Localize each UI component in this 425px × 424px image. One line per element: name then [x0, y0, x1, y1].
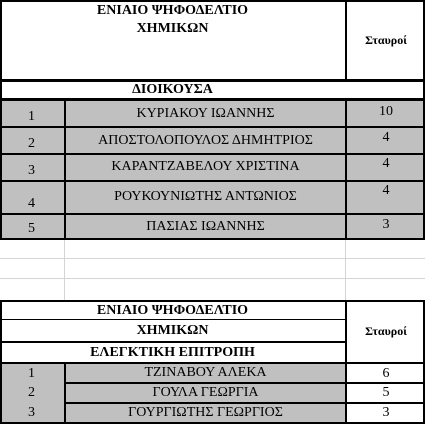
row-divider: [64, 382, 425, 384]
votes-column-header: Σταυροί: [365, 324, 407, 338]
vote-count: 10: [379, 104, 393, 119]
row-number: 3: [28, 163, 35, 178]
row-number: 1: [28, 366, 35, 381]
ballot-subtitle: ΧΗΜΙΚΩΝ: [136, 21, 209, 36]
vote-count: 3: [382, 217, 390, 232]
candidate-name: ΡΟΥΚΟΥΝΙΩΤΗΣ ΑΝΤΩΝΙΟΣ: [114, 189, 297, 204]
votes-column-header: Σταυροί: [365, 33, 407, 47]
candidate-name: ΤΖΙΝΑΒΟΥ ΑΛΕΚΑ: [144, 365, 267, 380]
vote-count: 3: [382, 405, 390, 420]
gridline: [64, 240, 65, 300]
section-label: ΔΙΟΙΚΟΥΣΑ: [132, 82, 213, 97]
row-number: 4: [28, 196, 35, 211]
row-divider: [64, 402, 425, 404]
vote-count: 6: [382, 366, 390, 381]
vote-count: 4: [382, 156, 390, 171]
candidate-name: ΑΠΟΣΤΟΛΟΠΟΥΛΟΣ ΔΗΜΗΤΡΙΟΣ: [98, 133, 313, 148]
row-divider: [0, 126, 425, 128]
gridline: [345, 240, 346, 300]
candidate-name: ΚΑΡΑΝΤΖΑΒΕΛΟΥ ΧΡΙΣΤΙΝΑ: [111, 159, 300, 174]
row-divider: [0, 341, 345, 343]
row-number: 2: [28, 136, 35, 151]
row-number: 3: [28, 405, 35, 420]
row-divider: [0, 213, 425, 215]
section-label: ΕΛΕΓΚΤΙΚΗ ΕΠΙΤΡΟΠΗ: [90, 345, 255, 360]
ballot-title: ΕΝΙΑΙΟ ΨΗΦΟΔΕΛΤΙΟ: [96, 303, 249, 318]
candidate-name: ΚΥΡΙΑΚΟΥ ΙΩΑΝΝΗΣ: [136, 106, 275, 121]
ballot-title: ΕΝΙΑΙΟ ΨΗΦΟΔΕΛΤΙΟ: [96, 3, 249, 18]
row-divider: [0, 319, 345, 320]
vote-count: 5: [382, 385, 390, 400]
vote-count: 4: [382, 130, 390, 145]
row-number: 1: [28, 109, 35, 124]
candidate-name: ΓΟΥΛΑ ΓΕΩΡΓΙΑ: [152, 385, 259, 400]
row-divider: [0, 153, 425, 155]
row-divider: [0, 180, 425, 182]
vote-count: 4: [382, 183, 390, 198]
row-number: 5: [28, 221, 35, 236]
ballot-subtitle: ΧΗΜΙΚΩΝ: [136, 323, 209, 338]
candidate-name: ΓΟΥΡΓΙΩΤΗΣ ΓΕΩΡΓΙΟΣ: [128, 405, 283, 420]
candidate-name: ΠΑΣΙΑΣ ΙΩΑΝΝΗΣ: [146, 219, 265, 234]
row-number: 2: [28, 385, 35, 400]
